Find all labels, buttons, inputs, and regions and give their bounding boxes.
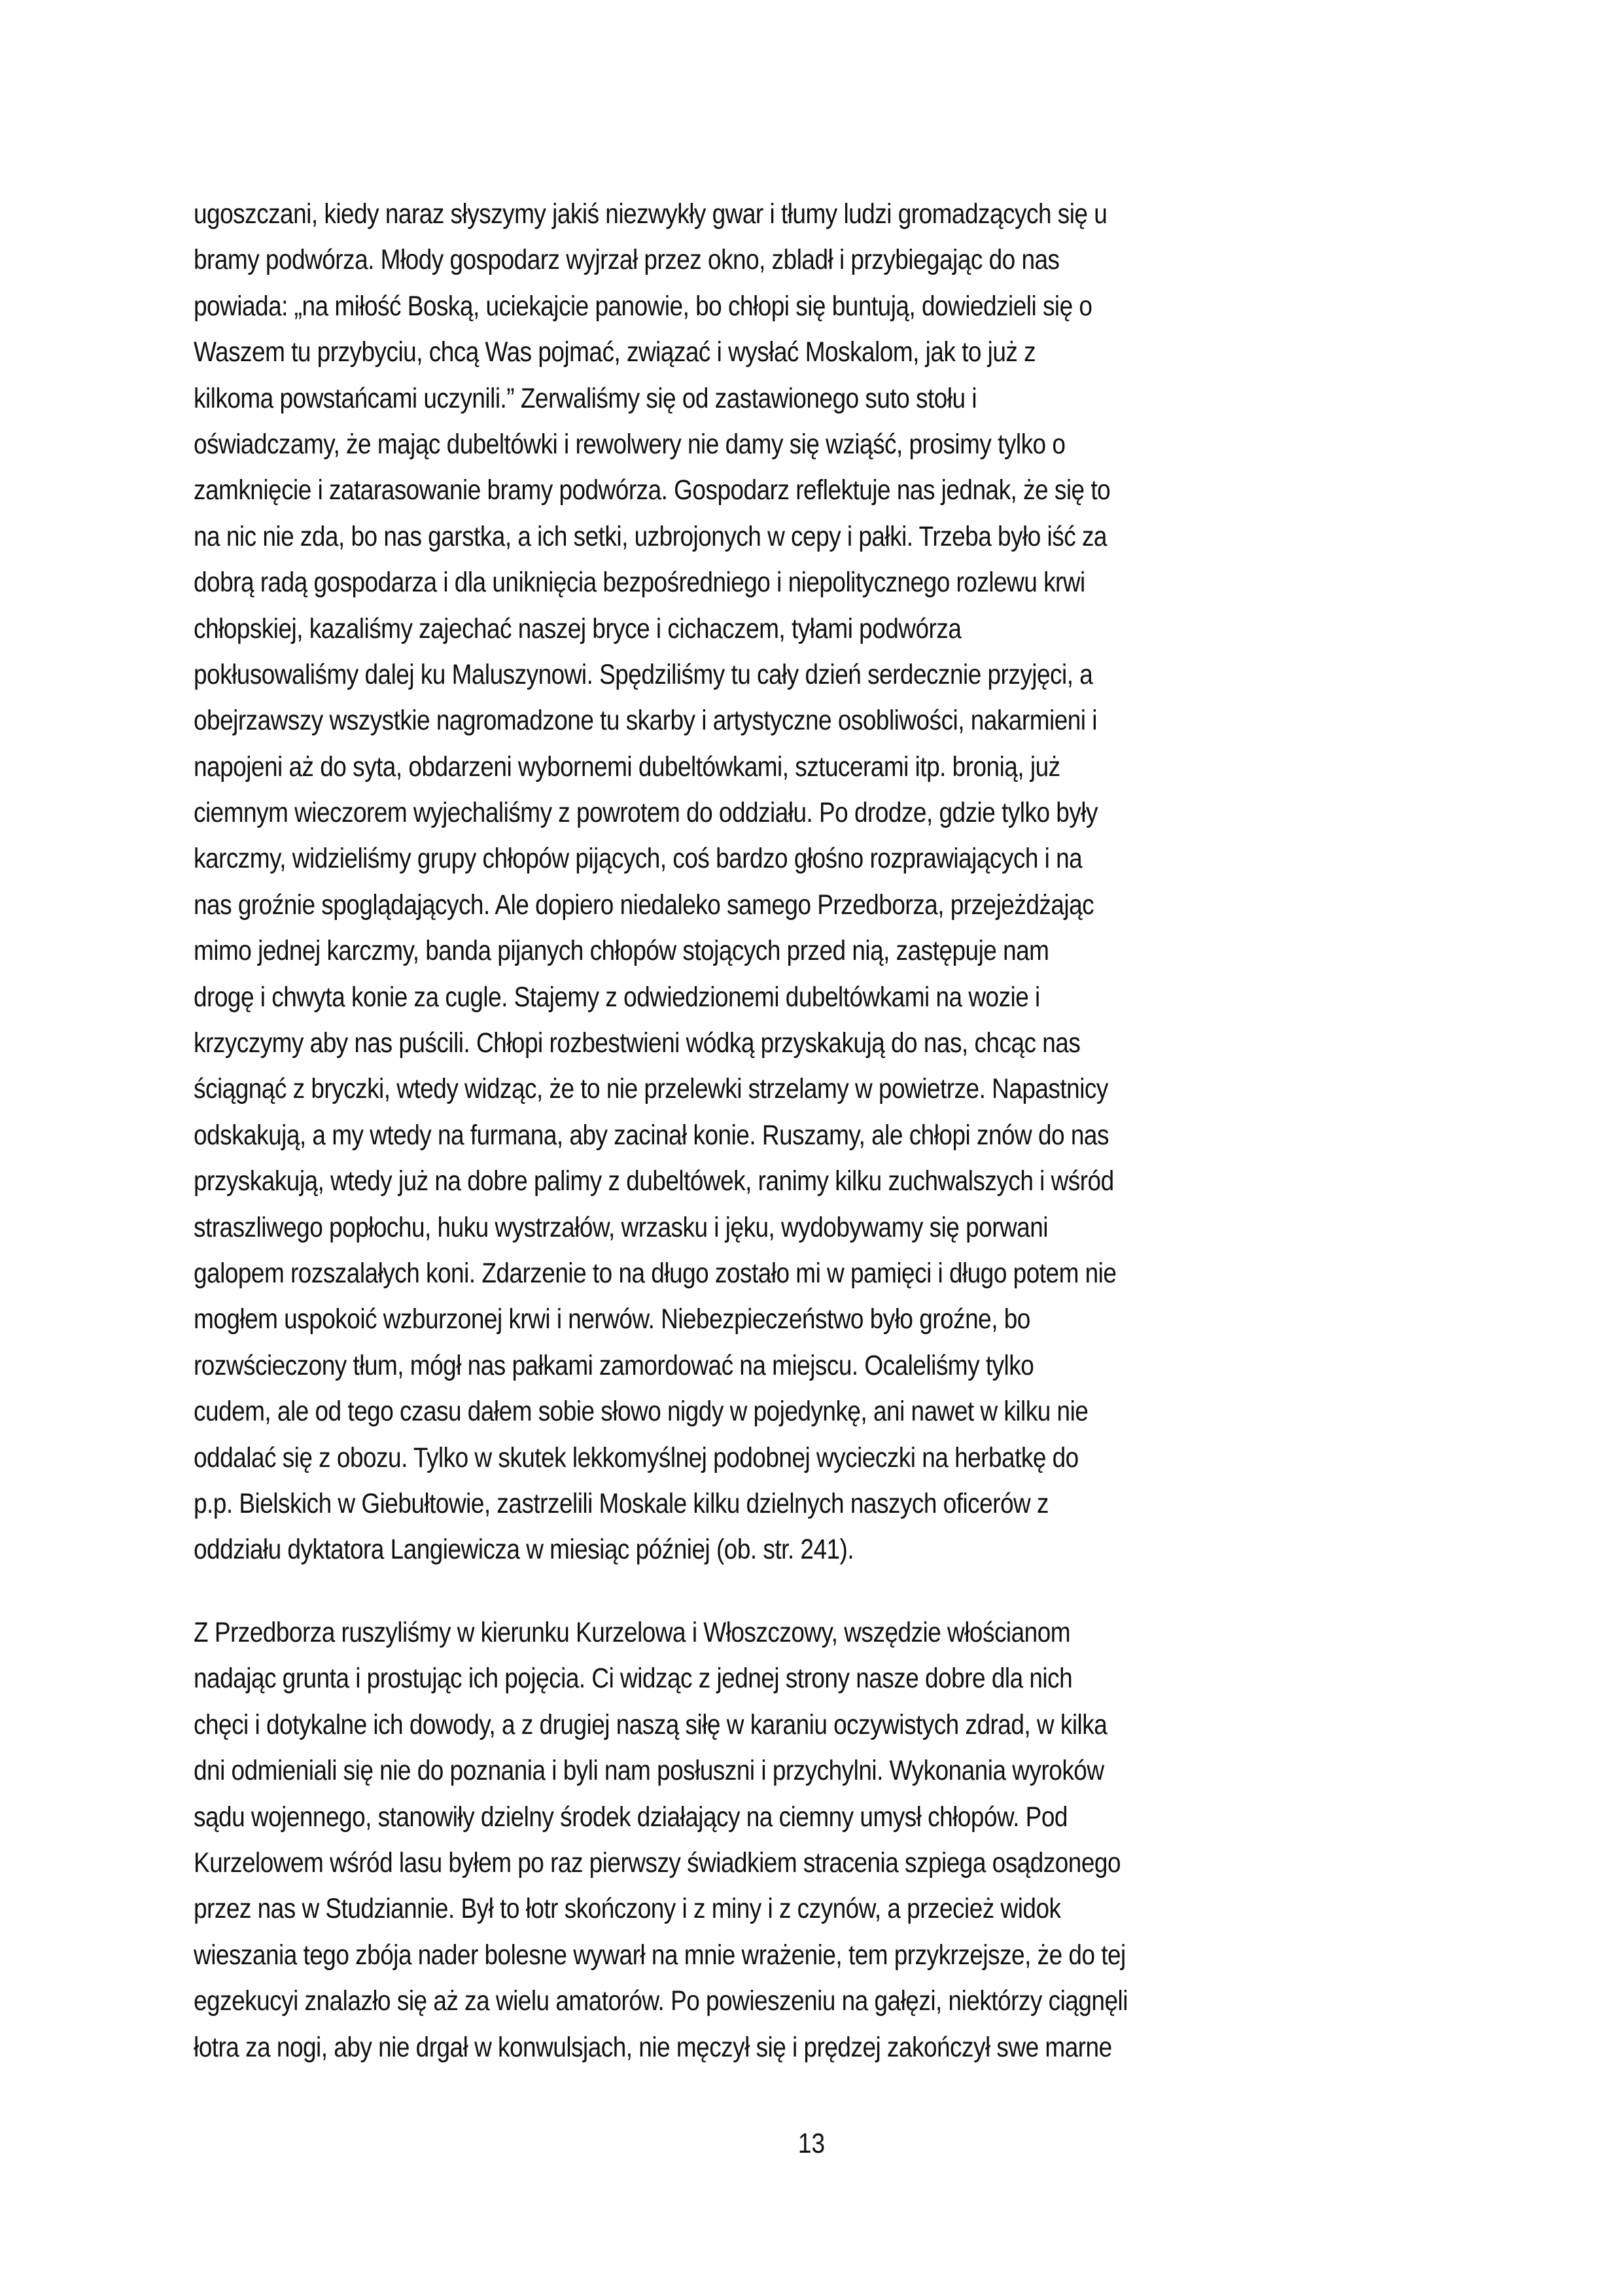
text-line: mogłem uspokoić wzburzonej krwi i nerwów. Niebezpieczeństwo było groźne, bo — [194, 1303, 1030, 1335]
text-line: mimo jednej karczmy, banda pijanych chłopów stojących przed nią, zastępuje nam — [194, 935, 1049, 967]
text-line: ściągnąć z bryczki, wtedy widząc, że to nie przelewki strzelamy w powietrze. Napastnicy — [194, 1073, 1108, 1105]
text-line: zamknięcie i zatarasowanie bramy podwórza. Gospodarz reflektuje nas jednak, że się to — [194, 474, 1111, 506]
text-line: dni odmieniali się nie do poznania i byli nam posłuszni i przychylni. Wykonania wyroków — [194, 1755, 1104, 1787]
text-line: chłopskiej, kazaliśmy zajechać naszej bryce i cichaczem, tyłami podwórza — [194, 612, 962, 645]
text-line: przyskakują, wtedy już na dobre palimy z dubeltówek, ranimy kilku zuchwalszych i wśród — [194, 1165, 1114, 1197]
text-line: oddalać się z obozu. Tylko w skutek lekkomyślnej podobnej wycieczki na herbatkę do — [194, 1441, 1079, 1474]
paragraph-1 — [194, 191, 1476, 1573]
text-line: ugoszczani, kiedy naraz słyszymy jakiś niezwykły gwar i tłumy ludzi gromadzących się u — [194, 198, 1108, 230]
text-line: chęci i dotykalne ich dowody, a z drugiej naszą siłę w karaniu oczywistych zdrad, w kilka — [194, 1708, 1108, 1740]
text-line: drogę i chwyta konie za cugle. Stajemy z odwiedzionemi dubeltówkami na wozie i — [194, 981, 1040, 1013]
text-line: p.p. Bielskich w Giebułtowie, zastrzelili Moskale kilku dzielnych naszych oficerów z — [194, 1487, 1049, 1519]
text-line: sądu wojennego, stanowiły dzielny środek działający na ciemny umysł chłopów. Pod — [194, 1801, 1068, 1833]
text-line: nadając grunta i prostując ich pojęcia. Ci widząc z jednej strony nasze dobre dla nich — [194, 1663, 1073, 1695]
text-line: Kurzelowem wśród lasu byłem po raz pierwszy świadkiem stracenia szpiega osądzonego — [194, 1846, 1121, 1879]
text-line: oświadczamy, że mając dubeltówki i rewolwery nie damy się wziąść, prosimy tylko o — [194, 428, 1066, 460]
text-line: obejrzawszy wszystkie nagromadzone tu skarby i artystyczne osobliwości, nakarmieni i — [194, 705, 1097, 737]
text-line: łotra za nogi, aby nie drgał w konwulsjach, nie męczył się i prędzej zakończył swe marne — [194, 2031, 1112, 2063]
text-line: krzyczymy aby nas puścili. Chłopi rozbestwieni wódką przyskakują do nas, chcąc nas — [194, 1027, 1081, 1059]
text-line: na nic nie zda, bo nas garstka, a ich setki, uzbrojonych w cepy i pałki. Trzeba było iść za — [194, 520, 1107, 552]
text-line: ciemnym wieczorem wyjechaliśmy z powrotem do oddziału. Po drodze, gdzie tylko były — [194, 797, 1098, 829]
text-line: Z Przedborza ruszyliśmy w kierunku Kurzelowa i Włoszczowy, wszędzie włościanom — [194, 1617, 1071, 1648]
text-line: Waszem tu przybyciu, chcą Was pojmać, związać i wysłać Moskalom, jak to już z — [194, 336, 1036, 368]
text-line: napojeni aż do syta, obdarzeni wybornemi dubeltówkami, sztucerami itp. bronią, już — [194, 751, 1060, 783]
text-line: oddziału dyktatora Langiewicza w miesiąc później (ob. str. 241). — [194, 1534, 854, 1566]
text-line: bramy podwórza. Młody gospodarz wyjrzał przez okno, zbladł i przybiegając do nas — [194, 244, 1060, 276]
text-line: egzekucyi znalazło się aż za wielu amatorów. Po powieszeniu na gałęzi, niektórzy ciągnęli — [194, 1985, 1128, 2017]
text-line: powiada: „na miłość Boską, uciekajcie panowie, bo chłopi się buntują, dowiedzieli się o — [194, 290, 1092, 322]
text-line: dobrą radą gospodarza i dla uniknięcia bezpośredniego i niepolitycznego rozlewu krwi — [194, 567, 1085, 599]
text-line: straszliwego popłochu, huku wystrzałów, wrzasku i jęku, wydobywamy się porwani — [194, 1211, 1048, 1243]
text-line: przez nas w Studziannie. Był to łotr skończony i z miny i z czynów, a przecież widok — [194, 1893, 1061, 1925]
text-line: pokłusowaliśmy dalej ku Maluszynowi. Spędziliśmy tu cały dzień serdecznie przyjęci, a — [194, 658, 1093, 690]
text-line: cudem, ale od tego czasu dałem sobie słowo nigdy w pojedynkę, ani nawet w kilku nie — [194, 1396, 1089, 1428]
text-line: kilkoma powstańcami uczynili.” Zerwaliśmy się od zastawionego suto stołu i — [194, 382, 977, 414]
text-line: odskakują, a my wtedy na furmana, aby zacinał konie. Ruszamy, ale chłopi znów do nas — [194, 1119, 1109, 1151]
paragraph-2 — [194, 1610, 1476, 2070]
page-number: 13 — [797, 2128, 826, 2159]
text-line: wieszania tego zbója nader bolesne wywarł na mnie wrażenie, tem przykrzejsze, że do tej — [194, 1939, 1126, 1971]
text-line: nas groźnie spoglądających. Ale dopiero niedaleko samego Przedborza, przejeżdżając — [194, 889, 1094, 921]
text-line: karczmy, widzieliśmy grupy chłopów pijących, coś bardzo głośno rozprawiających i na — [194, 843, 1083, 875]
text-line: galopem rozszalałych koni. Zdarzenie to na długo zostało mi w pamięci i długo potem nie — [194, 1257, 1117, 1289]
text-line: rozwścieczony tłum, mógł nas pałkami zamordować na miejscu. Ocaleliśmy tylko — [194, 1349, 1034, 1381]
